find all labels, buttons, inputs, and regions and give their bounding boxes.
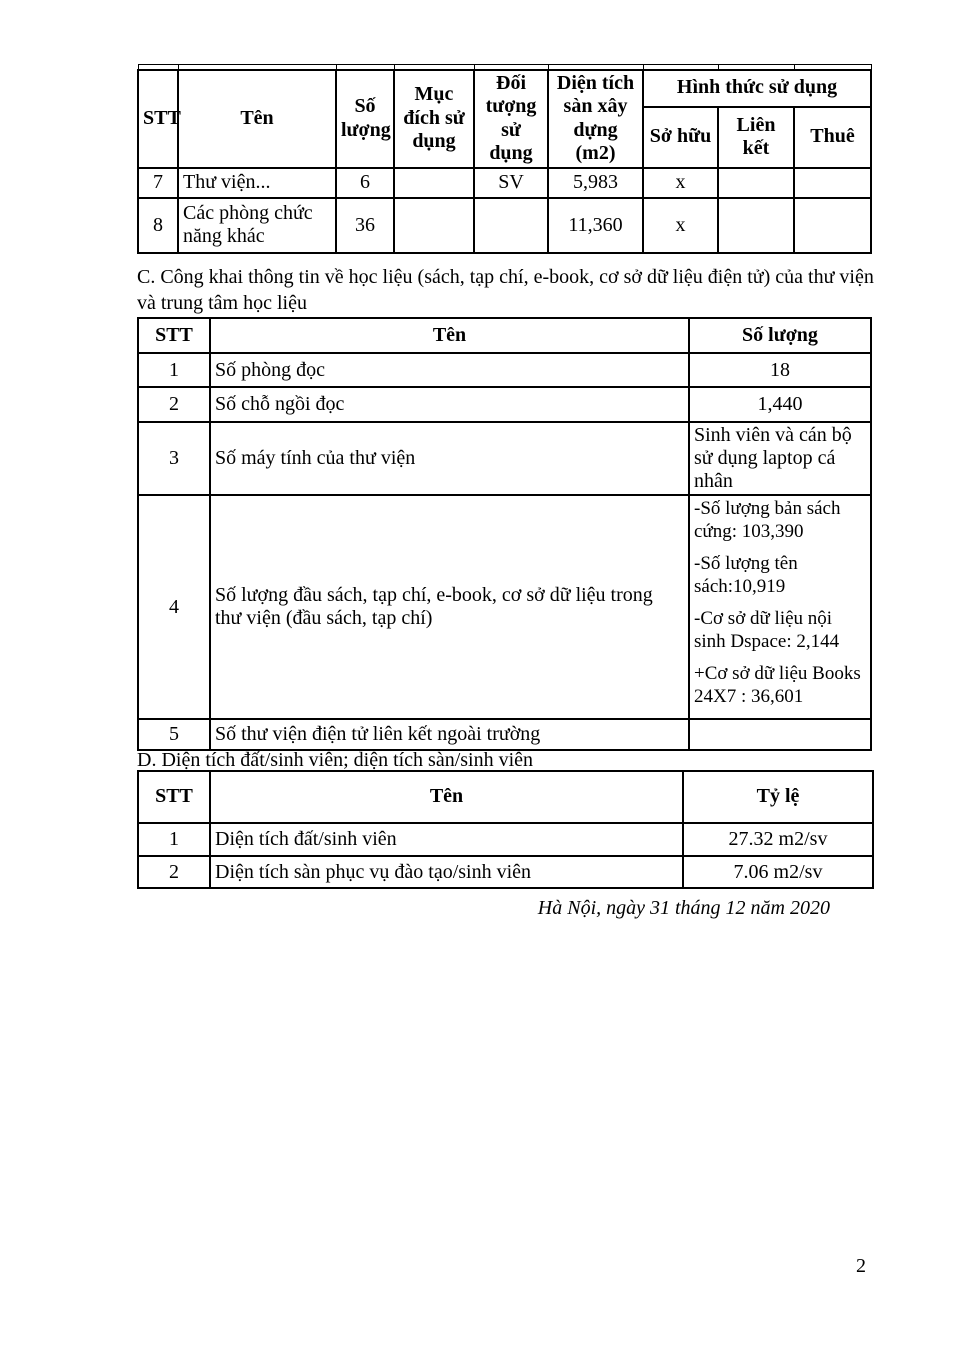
note-line: -Số lượng bản sách cứng: 103,390	[694, 498, 841, 542]
heading-line: và trung tâm học liệu	[137, 292, 307, 314]
table-cell: 1,440	[689, 387, 871, 422]
section-d-heading: D. Diện tích đất/sinh viên; diện tích sàn/sinh viên	[137, 749, 534, 771]
col-header-doi-tuong: Đối tượng sử dụng	[474, 70, 548, 168]
table-cell	[794, 168, 871, 198]
table-cell: 27.32 m2/sv	[683, 823, 873, 856]
col-header-hinh-thuc: Hình thức sử dụng	[643, 70, 871, 107]
col-header-stt: STT	[138, 318, 210, 353]
col-header-lien-ket: Liên kết	[718, 107, 794, 168]
table-cell: 8	[138, 198, 178, 253]
facilities-table	[137, 64, 872, 254]
table-cell: SV	[474, 168, 548, 198]
note-line: -Số lượng tên sách:10,919	[694, 553, 798, 597]
table-cell: Số chỗ ngồi đọc	[210, 387, 689, 422]
table-row	[138, 719, 871, 750]
col-header-so-luong: Số lượng	[689, 318, 871, 353]
table-cell: 1	[138, 823, 210, 856]
table-row	[138, 387, 871, 422]
col-header-ten: Tên	[210, 771, 683, 823]
section-c-heading	[137, 264, 882, 316]
col-header-so-huu: Sở hữu	[643, 107, 718, 168]
table-cell: Số máy tính của thư viện	[210, 422, 689, 495]
table-cell	[794, 198, 871, 253]
table-cell: Thư viện...	[178, 168, 336, 198]
table-cell: Diện tích sàn phục vụ đào tạo/sinh viên	[210, 856, 683, 888]
library-resources-table	[137, 317, 872, 751]
table-cell	[394, 168, 474, 198]
table-cell: Số phòng đọc	[210, 353, 689, 387]
table-cell: 6	[336, 168, 394, 198]
table-cell: 7.06 m2/sv	[683, 856, 873, 888]
table-cell: x	[643, 168, 718, 198]
table-cell	[474, 198, 548, 253]
col-header-ten: Tên	[210, 318, 689, 353]
table-row	[138, 353, 871, 387]
table-cell	[718, 168, 794, 198]
table-row	[138, 198, 871, 253]
table-row	[138, 495, 871, 719]
table-cell: Diện tích đất/sinh viên	[210, 823, 683, 856]
date-line: Hà Nội, ngày 31 tháng 12 năm 2020	[537, 897, 830, 919]
heading-line: C. Công khai thông tin về học liệu (sách, tạp chí, e-book, cơ sở dữ liệu điện tử) của thư viện	[137, 266, 874, 288]
col-header-so-luong: Số lượng	[336, 70, 394, 168]
col-header-stt: STT	[138, 771, 210, 823]
col-header-stt: STT	[138, 70, 178, 168]
table-cell: Số lượng đầu sách, tạp chí, e-book, cơ sở dữ liệu trong thư viện (đầu sách, tạp chí)	[210, 495, 689, 719]
table-cell	[689, 495, 871, 719]
table-cell: 7	[138, 168, 178, 198]
table-cell: Sinh viên và cán bộ sử dụng laptop cá nhân	[689, 422, 871, 495]
table-row	[138, 823, 873, 856]
note-line: -Cơ sở dữ liệu nội sinh Dspace: 2,144	[694, 608, 840, 652]
table-cell	[689, 719, 871, 750]
table-cell: 5,983	[548, 168, 643, 198]
table-cell: 2	[138, 856, 210, 888]
table-row	[138, 422, 871, 495]
table-cell: 1	[138, 353, 210, 387]
table-cell: Các phòng chức năng khác	[178, 198, 336, 253]
header-row-top	[138, 70, 871, 107]
table-cell	[718, 198, 794, 253]
col-header-muc-dich: Mục đích sử dụng	[394, 70, 474, 168]
col-header-dien-tich: Diện tích sàn xây dựng (m2)	[548, 70, 643, 168]
ratio-table	[137, 770, 874, 889]
table-cell: 5	[138, 719, 210, 750]
table-row	[138, 856, 873, 888]
page-number: 2	[856, 1255, 866, 1277]
header-row	[138, 771, 873, 823]
col-header-thue: Thuê	[794, 107, 871, 168]
table-cell: 18	[689, 353, 871, 387]
col-header-ten: Tên	[178, 70, 336, 168]
table-cell: 36	[336, 198, 394, 253]
col-header-ty-le: Tỷ lệ	[683, 771, 873, 823]
table-row	[138, 168, 871, 198]
note-line: +Cơ sở dữ liệu Books 24X7 : 36,601	[694, 663, 861, 707]
table-cell	[394, 198, 474, 253]
table-cell: 3	[138, 422, 210, 495]
header-row	[138, 318, 871, 353]
table-cell: Số thư viện điện tử liên kết ngoài trường	[210, 719, 689, 750]
table-cell: 4	[138, 495, 210, 719]
table-cell: 11,360	[548, 198, 643, 253]
table-cell: x	[643, 198, 718, 253]
table-cell: 2	[138, 387, 210, 422]
